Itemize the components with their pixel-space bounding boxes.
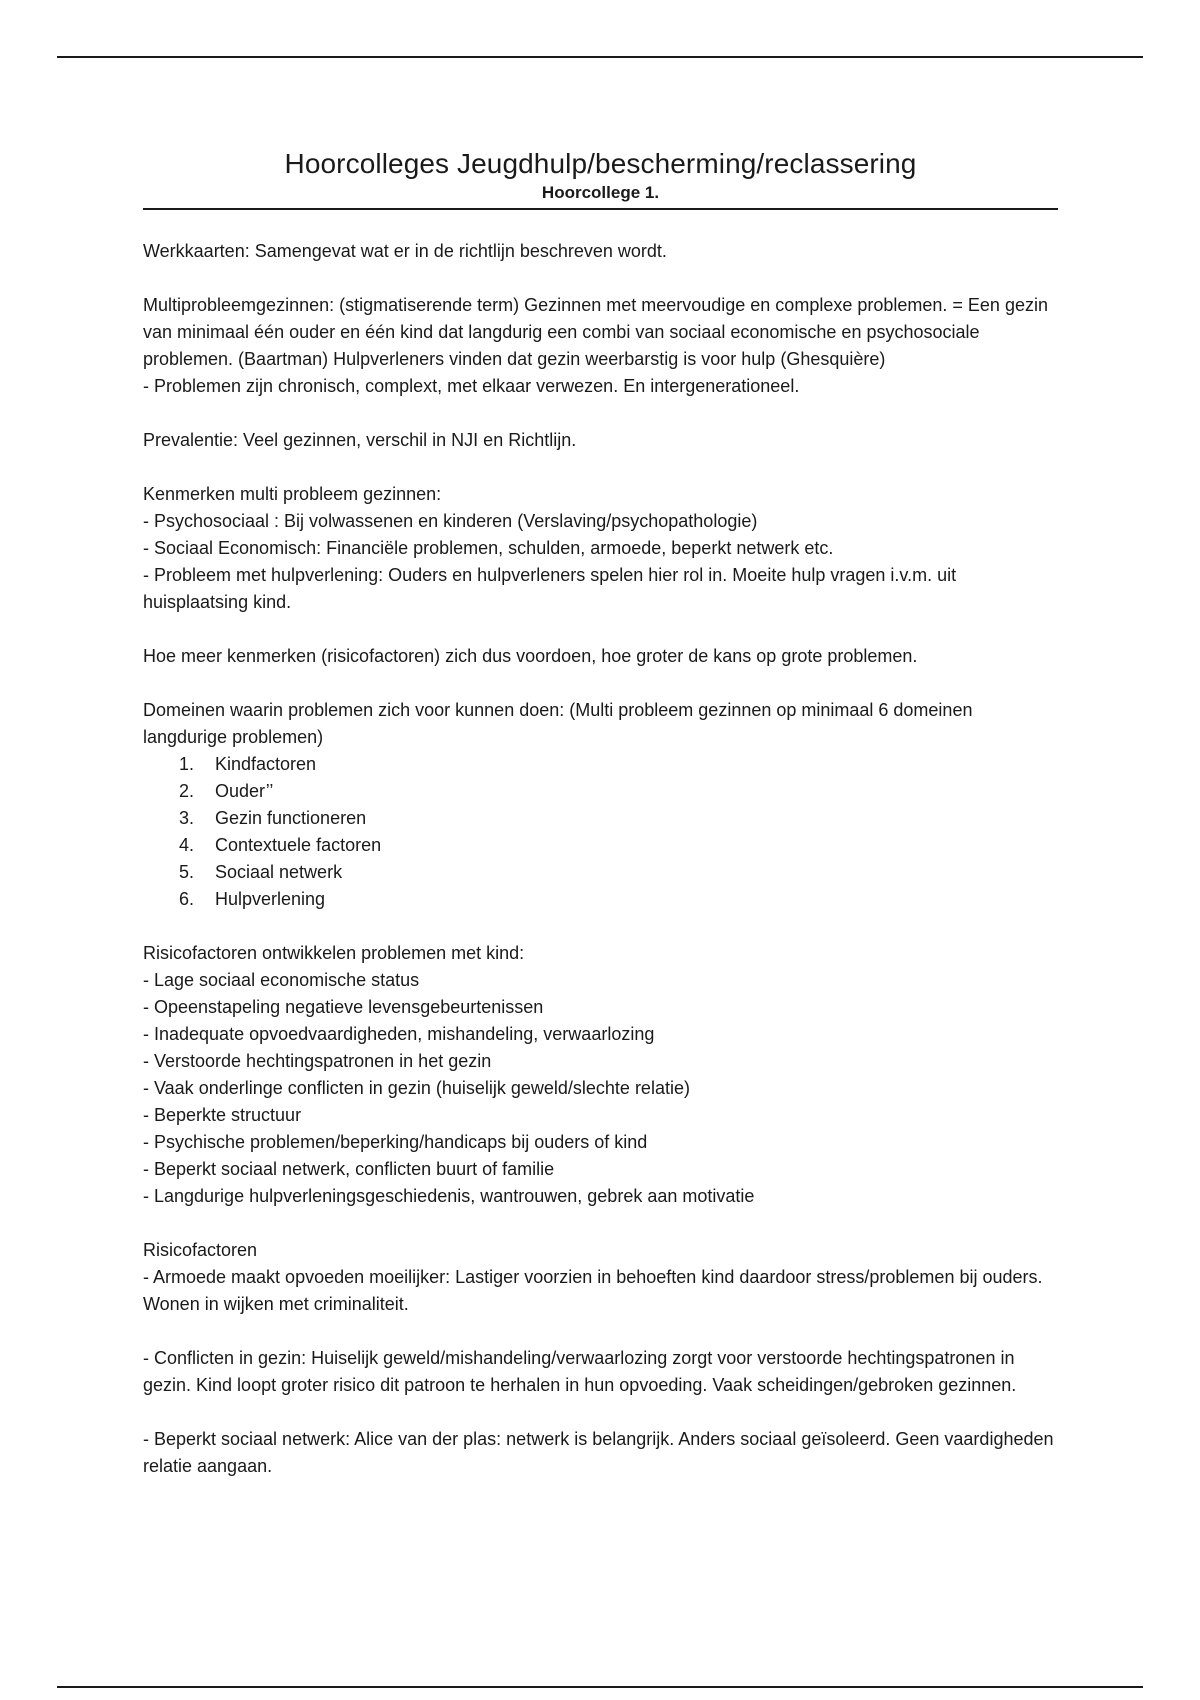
kenmerken-heading: Kenmerken multi probleem gezinnen: [143, 484, 442, 504]
multiprobleem-paragraph: Multiprobleemgezinnen: (stigmatiserende term) Gezinnen met meervoudige en complexe problemen. = Een gezin van minimaal één ouder en één kind dat langdurig een combi van sociaal economische en psychosociale problemen. (Baartman) Hulpverleners vinden dat gezin weerbarstig is voor hulp (Ghesquière) [143, 295, 1048, 369]
risico-item: - Beperkte structuur [143, 1105, 302, 1125]
multiprobleem-section [143, 292, 1058, 400]
risico-ontwikkelen-heading: Risicofactoren ontwikkelen problemen met kind: [143, 943, 525, 963]
risicofactoren-section [143, 1237, 1058, 1318]
kenmerken-item: - Sociaal Economisch: Financiële problemen, schulden, armoede, beperkt netwerk etc. [143, 538, 834, 558]
domein-number: 4. [179, 835, 195, 855]
document-subtitle: Hoorcollege 1. [541, 183, 660, 202]
domein-item [179, 886, 1058, 913]
domein-item [179, 805, 1058, 832]
risicofactoren-conflicten: - Conflicten in gezin: Huiselijk geweld/mishandeling/verwaarlozing zorgt voor verstoorde hechtingspatronen in gezin. Kind loopt groter risico dit patroon te herhalen in hun opvoeding. Vaak scheidingen/gebroken gezinnen. [143, 1348, 1017, 1395]
domein-number: 1. [179, 754, 195, 774]
werkkaarten-paragraph: Werkkaarten: Samengevat wat er in de richtlijn beschreven wordt. [143, 241, 667, 261]
page-top-rule [57, 56, 1143, 58]
risicofactoren-armoede: - Armoede maakt opvoeden moeilijker: Lastiger voorzien in behoeften kind daardoor stress/problemen bij ouders. Wonen in wijken met criminaliteit. [143, 1267, 1043, 1314]
domein-number: 6. [179, 889, 195, 909]
hoe-meer-paragraph: Hoe meer kenmerken (risicofactoren) zich dus voordoen, hoe groter de kans op grote problemen. [143, 646, 918, 666]
risicofactoren-heading: Risicofactoren [143, 1240, 258, 1260]
domein-label: Ouder’’ [215, 781, 274, 801]
domein-number: 3. [179, 808, 195, 828]
kenmerken-item: - Psychosociaal : Bij volwassenen en kinderen (Verslaving/psychopathologie) [143, 511, 758, 531]
domeinen-heading: Domeinen waarin problemen zich voor kunnen doen: (Multi probleem gezinnen op minimaal 6 domeinen langdurige problemen) [143, 700, 973, 747]
domeinen-section [143, 697, 1058, 913]
risico-item: - Lage sociaal economische status [143, 970, 420, 990]
domeinen-list [143, 751, 1058, 913]
risico-item: - Beperkt sociaal netwerk, conflicten buurt of familie [143, 1159, 555, 1179]
risicofactoren-netwerk: - Beperkt sociaal netwerk: Alice van der plas: netwerk is belangrijk. Anders sociaal geïsoleerd. Geen vaardigheden relatie aangaan. [143, 1429, 1054, 1476]
document-body [143, 238, 1058, 1480]
domein-item [179, 778, 1058, 805]
kenmerken-item: - Probleem met hulpverlening: Ouders en hulpverleners spelen hier rol in. Moeite hulp vragen i.v.m. uit huisplaatsing kind. [143, 565, 957, 612]
kenmerken-section [143, 481, 1058, 616]
domein-number: 5. [179, 862, 195, 882]
domein-item [179, 751, 1058, 778]
domein-label: Sociaal netwerk [215, 862, 343, 882]
risico-item: - Verstoorde hechtingspatronen in het gezin [143, 1051, 492, 1071]
domein-label: Gezin functioneren [215, 808, 367, 828]
domein-label: Contextuele factoren [215, 835, 382, 855]
multiprobleem-bullet: - Problemen zijn chronisch, complext, met elkaar verwezen. En intergenerationeel. [143, 376, 800, 396]
risico-item: - Inadequate opvoedvaardigheden, mishandeling, verwaarlozing [143, 1024, 655, 1044]
domein-label: Hulpverlening [215, 889, 326, 909]
title-underline [143, 208, 1058, 210]
risico-item: - Opeenstapeling negatieve levensgebeurtenissen [143, 997, 544, 1017]
prevalentie-paragraph: Prevalentie: Veel gezinnen, verschil in NJI en Richtlijn. [143, 430, 577, 450]
risico-item: - Psychische problemen/beperking/handicaps bij ouders of kind [143, 1132, 648, 1152]
risico-item: - Langdurige hulpverleningsgeschiedenis, wantrouwen, gebrek aan motivatie [143, 1186, 755, 1206]
document-content [143, 146, 1058, 1480]
domein-item [179, 859, 1058, 886]
page-bottom-rule [57, 1686, 1143, 1688]
risico-ontwikkelen-section [143, 940, 1058, 1210]
risico-item: - Vaak onderlinge conflicten in gezin (huiselijk geweld/slechte relatie) [143, 1078, 690, 1098]
document-title: Hoorcolleges Jeugdhulp/bescherming/reclassering [284, 148, 917, 179]
domein-label: Kindfactoren [215, 754, 317, 774]
domein-number: 2. [179, 781, 195, 801]
domein-item [179, 832, 1058, 859]
